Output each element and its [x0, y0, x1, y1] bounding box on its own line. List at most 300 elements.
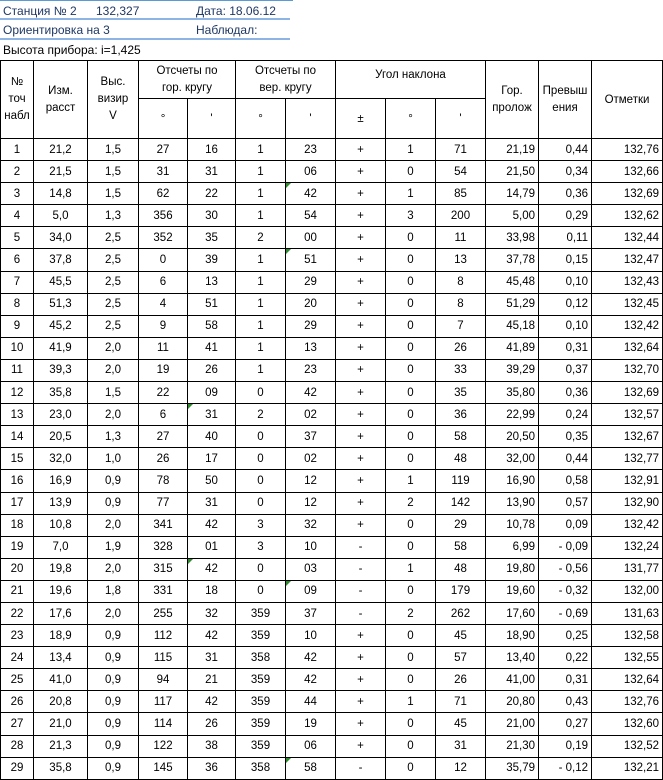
cell-point-no[interactable]: 8: [1, 293, 34, 315]
cell-measured-distance[interactable]: 23,0: [34, 404, 88, 426]
cell-horiz-distance[interactable]: 41,00: [486, 669, 539, 691]
cell-sight-height[interactable]: 0,9: [88, 492, 139, 514]
cell-horiz-distance[interactable]: 22,99: [486, 404, 539, 426]
cell-slope-deg[interactable]: 1: [386, 470, 436, 492]
cell-measured-distance[interactable]: 16,9: [34, 470, 88, 492]
cell-measured-distance[interactable]: 35,8: [34, 382, 88, 404]
cell-slope-sign[interactable]: -: [336, 757, 386, 779]
cell-slope-deg[interactable]: 0: [386, 271, 436, 293]
cell-measured-distance[interactable]: 17,6: [34, 602, 88, 624]
cell-horiz-distance[interactable]: 51,29: [486, 293, 539, 315]
cell-measured-distance[interactable]: 39,3: [34, 359, 88, 381]
cell-horiz-deg[interactable]: 352: [139, 227, 188, 249]
cell-horiz-distance[interactable]: 14,79: [486, 183, 539, 205]
cell-measured-distance[interactable]: 41,9: [34, 337, 88, 359]
col-header-vert-min[interactable]: ': [286, 99, 336, 139]
cell-sight-height[interactable]: 2,0: [88, 404, 139, 426]
cell-horiz-min[interactable]: 58: [188, 315, 236, 337]
cell-vert-deg[interactable]: 359: [236, 602, 286, 624]
cell-horiz-distance[interactable]: 20,50: [486, 426, 539, 448]
cell-slope-min[interactable]: 31: [436, 735, 486, 757]
cell-mark[interactable]: 132,58: [592, 625, 663, 647]
cell-slope-deg[interactable]: 0: [386, 536, 436, 558]
col-header-measured-distance[interactable]: Изм. расст: [34, 61, 88, 139]
cell-vert-min[interactable]: 02: [286, 404, 336, 426]
cell-horiz-min[interactable]: 32: [188, 602, 236, 624]
cell-vert-deg[interactable]: 359: [236, 691, 286, 713]
cell-slope-min[interactable]: 8: [436, 293, 486, 315]
cell-elevation-diff[interactable]: 0,36: [539, 382, 592, 404]
cell-elevation-diff[interactable]: 0,44: [539, 448, 592, 470]
date-label[interactable]: Дата: 18.06.12: [193, 0, 293, 20]
cell-slope-deg[interactable]: 0: [386, 757, 436, 779]
cell-vert-min[interactable]: 32: [286, 514, 336, 536]
cell-horiz-deg[interactable]: 19: [139, 359, 188, 381]
cell-vert-min[interactable]: 10: [286, 536, 336, 558]
cell-vert-min[interactable]: 12: [286, 470, 336, 492]
cell-sight-height[interactable]: 2,0: [88, 359, 139, 381]
cell-horiz-min[interactable]: 41: [188, 337, 236, 359]
cell-horiz-min[interactable]: 38: [188, 735, 236, 757]
cell-mark[interactable]: 132,90: [592, 492, 663, 514]
cell-slope-sign[interactable]: +: [336, 735, 386, 757]
cell-vert-min[interactable]: 54: [286, 205, 336, 227]
cell-measured-distance[interactable]: 21,5: [34, 161, 88, 183]
cell-mark[interactable]: 132,77: [592, 448, 663, 470]
cell-vert-deg[interactable]: 3: [236, 536, 286, 558]
cell-vert-min[interactable]: 42: [286, 382, 336, 404]
cell-sight-height[interactable]: 2,5: [88, 249, 139, 271]
cell-horiz-distance[interactable]: 20,80: [486, 691, 539, 713]
cell-measured-distance[interactable]: 13,9: [34, 492, 88, 514]
cell-horiz-distance[interactable]: 6,99: [486, 536, 539, 558]
cell-sight-height[interactable]: 0,9: [88, 470, 139, 492]
cell-point-no[interactable]: 18: [1, 514, 34, 536]
cell-vert-deg[interactable]: 358: [236, 757, 286, 779]
cell-point-no[interactable]: 12: [1, 382, 34, 404]
cell-sight-height[interactable]: 0,9: [88, 757, 139, 779]
cell-vert-deg[interactable]: 1: [236, 271, 286, 293]
cell-sight-height[interactable]: 2,0: [88, 337, 139, 359]
cell-vert-deg[interactable]: 1: [236, 139, 286, 161]
cell-horiz-distance[interactable]: 35,79: [486, 757, 539, 779]
cell-mark[interactable]: 132,57: [592, 404, 663, 426]
cell-slope-min[interactable]: 119: [436, 470, 486, 492]
cell-slope-sign[interactable]: +: [336, 514, 386, 536]
cell-measured-distance[interactable]: 45,5: [34, 271, 88, 293]
cell-horiz-deg[interactable]: 341: [139, 514, 188, 536]
cell-sight-height[interactable]: 1,5: [88, 161, 139, 183]
cell-slope-min[interactable]: 12: [436, 757, 486, 779]
cell-horiz-distance[interactable]: 33,98: [486, 227, 539, 249]
cell-point-no[interactable]: 20: [1, 558, 34, 580]
cell-mark[interactable]: 132,44: [592, 227, 663, 249]
cell-horiz-deg[interactable]: 255: [139, 602, 188, 624]
cell-measured-distance[interactable]: 20,8: [34, 691, 88, 713]
cell-horiz-min[interactable]: 51: [188, 293, 236, 315]
cell-slope-min[interactable]: 71: [436, 691, 486, 713]
cell-elevation-diff[interactable]: 0,58: [539, 470, 592, 492]
cell-elevation-diff[interactable]: 0,11: [539, 227, 592, 249]
cell-slope-sign[interactable]: +: [336, 205, 386, 227]
cell-slope-deg[interactable]: 1: [386, 558, 436, 580]
cell-slope-deg[interactable]: 0: [386, 382, 436, 404]
station-label[interactable]: Станция № 2: [0, 0, 93, 20]
cell-slope-deg[interactable]: 0: [386, 227, 436, 249]
cell-horiz-min[interactable]: 42: [188, 514, 236, 536]
cell-slope-min[interactable]: 33: [436, 359, 486, 381]
cell-measured-distance[interactable]: 51,3: [34, 293, 88, 315]
col-header-horiz-min[interactable]: ': [188, 99, 236, 139]
col-header-marks[interactable]: Отметки: [592, 61, 663, 139]
cell-slope-deg[interactable]: 0: [386, 161, 436, 183]
cell-vert-deg[interactable]: 0: [236, 426, 286, 448]
cell-horiz-min[interactable]: 42: [188, 558, 236, 580]
cell-point-no[interactable]: 10: [1, 337, 34, 359]
cell-sight-height[interactable]: 0,9: [88, 625, 139, 647]
cell-vert-deg[interactable]: 359: [236, 713, 286, 735]
cell-elevation-diff[interactable]: - 0,09: [539, 536, 592, 558]
cell-mark[interactable]: 132,43: [592, 271, 663, 293]
cell-slope-deg[interactable]: 0: [386, 669, 436, 691]
cell-vert-min[interactable]: 06: [286, 161, 336, 183]
cell-elevation-diff[interactable]: - 0,32: [539, 580, 592, 602]
cell-horiz-min[interactable]: 31: [188, 492, 236, 514]
cell-measured-distance[interactable]: 19,8: [34, 558, 88, 580]
cell-point-no[interactable]: 27: [1, 713, 34, 735]
cell-mark[interactable]: 132,00: [592, 580, 663, 602]
cell-slope-sign[interactable]: +: [336, 315, 386, 337]
cell-horiz-min[interactable]: 16: [188, 139, 236, 161]
cell-slope-deg[interactable]: 0: [386, 315, 436, 337]
cell-measured-distance[interactable]: 7,0: [34, 536, 88, 558]
cell-mark[interactable]: 132,21: [592, 757, 663, 779]
cell-horiz-min[interactable]: 18: [188, 580, 236, 602]
cell-elevation-diff[interactable]: 0,19: [539, 735, 592, 757]
cell-slope-min[interactable]: 179: [436, 580, 486, 602]
cell-horiz-min[interactable]: 31: [188, 647, 236, 669]
cell-horiz-min[interactable]: 40: [188, 426, 236, 448]
cell-slope-deg[interactable]: 0: [386, 426, 436, 448]
cell-vert-deg[interactable]: 2: [236, 227, 286, 249]
cell-slope-deg[interactable]: 2: [386, 492, 436, 514]
cell-elevation-diff[interactable]: 0,31: [539, 669, 592, 691]
cell-horiz-distance[interactable]: 13,90: [486, 492, 539, 514]
cell-horiz-min[interactable]: 42: [188, 691, 236, 713]
cell-point-no[interactable]: 22: [1, 602, 34, 624]
cell-point-no[interactable]: 24: [1, 647, 34, 669]
cell-horiz-min[interactable]: 36: [188, 757, 236, 779]
cell-vert-min[interactable]: 42: [286, 669, 336, 691]
cell-horiz-distance[interactable]: 10,78: [486, 514, 539, 536]
cell-slope-min[interactable]: 26: [436, 337, 486, 359]
cell-slope-sign[interactable]: +: [336, 271, 386, 293]
cell-measured-distance[interactable]: 45,2: [34, 315, 88, 337]
cell-vert-min[interactable]: 23: [286, 359, 336, 381]
cell-slope-deg[interactable]: 0: [386, 625, 436, 647]
cell-vert-deg[interactable]: 358: [236, 647, 286, 669]
cell-slope-sign[interactable]: -: [336, 558, 386, 580]
cell-point-no[interactable]: 5: [1, 227, 34, 249]
cell-horiz-min[interactable]: 42: [188, 625, 236, 647]
cell-slope-min[interactable]: 8: [436, 271, 486, 293]
cell-sight-height[interactable]: 0,9: [88, 669, 139, 691]
cell-horiz-deg[interactable]: 117: [139, 691, 188, 713]
cell-horiz-min[interactable]: 30: [188, 205, 236, 227]
cell-horiz-distance[interactable]: 21,00: [486, 713, 539, 735]
cell-slope-min[interactable]: 45: [436, 625, 486, 647]
cell-point-no[interactable]: 26: [1, 691, 34, 713]
cell-elevation-diff[interactable]: 0,22: [539, 647, 592, 669]
cell-horiz-distance[interactable]: 16,90: [486, 470, 539, 492]
cell-horiz-deg[interactable]: 115: [139, 647, 188, 669]
cell-measured-distance[interactable]: 19,6: [34, 580, 88, 602]
cell-point-no[interactable]: 25: [1, 669, 34, 691]
cell-elevation-diff[interactable]: 0,10: [539, 271, 592, 293]
cell-measured-distance[interactable]: 18,9: [34, 625, 88, 647]
cell-horiz-min[interactable]: 22: [188, 183, 236, 205]
cell-horiz-deg[interactable]: 331: [139, 580, 188, 602]
cell-elevation-diff[interactable]: 0,31: [539, 337, 592, 359]
cell-horiz-min[interactable]: 01: [188, 536, 236, 558]
cell-mark[interactable]: 131,77: [592, 558, 663, 580]
cell-point-no[interactable]: 1: [1, 139, 34, 161]
cell-sight-height[interactable]: 2,5: [88, 293, 139, 315]
cell-horiz-deg[interactable]: 31: [139, 161, 188, 183]
cell-horiz-distance[interactable]: 37,78: [486, 249, 539, 271]
cell-sight-height[interactable]: 2,5: [88, 315, 139, 337]
col-header-slope-min[interactable]: ': [436, 99, 486, 139]
cell-slope-min[interactable]: 26: [436, 669, 486, 691]
cell-sight-height[interactable]: 0,9: [88, 647, 139, 669]
cell-point-no[interactable]: 13: [1, 404, 34, 426]
cell-horiz-min[interactable]: 09: [188, 382, 236, 404]
cell-slope-min[interactable]: 54: [436, 161, 486, 183]
cell-horiz-deg[interactable]: 0: [139, 249, 188, 271]
cell-vert-deg[interactable]: 1: [236, 337, 286, 359]
cell-slope-sign[interactable]: +: [336, 669, 386, 691]
cell-point-no[interactable]: 6: [1, 249, 34, 271]
cell-point-no[interactable]: 9: [1, 315, 34, 337]
cell-elevation-diff[interactable]: 0,24: [539, 404, 592, 426]
cell-sight-height[interactable]: 1,5: [88, 139, 139, 161]
cell-elevation-diff[interactable]: 0,37: [539, 359, 592, 381]
cell-mark[interactable]: 132,45: [592, 293, 663, 315]
cell-horiz-distance[interactable]: 45,18: [486, 315, 539, 337]
cell-sight-height[interactable]: 2,5: [88, 271, 139, 293]
cell-slope-deg[interactable]: 2: [386, 602, 436, 624]
cell-slope-sign[interactable]: +: [336, 293, 386, 315]
cell-vert-min[interactable]: 37: [286, 602, 336, 624]
col-header-slope-angle[interactable]: Угол наклона: [336, 61, 486, 99]
cell-slope-deg[interactable]: 0: [386, 337, 436, 359]
cell-vert-deg[interactable]: 359: [236, 735, 286, 757]
cell-vert-deg[interactable]: 1: [236, 315, 286, 337]
col-header-horiz-deg[interactable]: °: [139, 99, 188, 139]
cell-sight-height[interactable]: 0,9: [88, 713, 139, 735]
cell-horiz-distance[interactable]: 45,48: [486, 271, 539, 293]
cell-point-no[interactable]: 19: [1, 536, 34, 558]
cell-slope-sign[interactable]: +: [336, 426, 386, 448]
cell-horiz-deg[interactable]: 94: [139, 669, 188, 691]
cell-slope-deg[interactable]: 0: [386, 514, 436, 536]
cell-slope-min[interactable]: 7: [436, 315, 486, 337]
cell-sight-height[interactable]: 1,5: [88, 382, 139, 404]
cell-slope-sign[interactable]: -: [336, 536, 386, 558]
cell-slope-deg[interactable]: 1: [386, 183, 436, 205]
cell-slope-sign[interactable]: +: [336, 404, 386, 426]
orientation-label[interactable]: Ориентировка на 3: [3, 23, 110, 37]
cell-horiz-distance[interactable]: 32,00: [486, 448, 539, 470]
cell-horiz-deg[interactable]: 6: [139, 404, 188, 426]
cell-horiz-min[interactable]: 21: [188, 669, 236, 691]
cell-slope-sign[interactable]: +: [336, 625, 386, 647]
cell-measured-distance[interactable]: 13,4: [34, 647, 88, 669]
cell-sight-height[interactable]: 2,5: [88, 227, 139, 249]
cell-slope-sign[interactable]: +: [336, 691, 386, 713]
cell-measured-distance[interactable]: 32,0: [34, 448, 88, 470]
cell-point-no[interactable]: 28: [1, 735, 34, 757]
cell-vert-min[interactable]: 58: [286, 757, 336, 779]
cell-slope-sign[interactable]: +: [336, 448, 386, 470]
cell-horiz-min[interactable]: 39: [188, 249, 236, 271]
cell-horiz-distance[interactable]: 41,89: [486, 337, 539, 359]
cell-elevation-diff[interactable]: 0,25: [539, 625, 592, 647]
cell-slope-sign[interactable]: +: [336, 183, 386, 205]
cell-vert-min[interactable]: 51: [286, 249, 336, 271]
cell-elevation-diff[interactable]: - 0,56: [539, 558, 592, 580]
cell-vert-deg[interactable]: 0: [236, 492, 286, 514]
cell-mark[interactable]: 132,67: [592, 426, 663, 448]
cell-horiz-deg[interactable]: 78: [139, 470, 188, 492]
cell-vert-min[interactable]: 09: [286, 580, 336, 602]
cell-sight-height[interactable]: 0,9: [88, 691, 139, 713]
cell-horiz-distance[interactable]: 39,29: [486, 359, 539, 381]
cell-vert-min[interactable]: 44: [286, 691, 336, 713]
cell-mark[interactable]: 132,47: [592, 249, 663, 271]
cell-point-no[interactable]: 21: [1, 580, 34, 602]
col-header-slope-deg[interactable]: °: [386, 99, 436, 139]
cell-horiz-deg[interactable]: 77: [139, 492, 188, 514]
cell-measured-distance[interactable]: 21,3: [34, 735, 88, 757]
cell-slope-deg[interactable]: 0: [386, 713, 436, 735]
cell-horiz-deg[interactable]: 22: [139, 382, 188, 404]
cell-sight-height[interactable]: 1,8: [88, 580, 139, 602]
cell-slope-min[interactable]: 262: [436, 602, 486, 624]
cell-slope-deg[interactable]: 0: [386, 293, 436, 315]
cell-slope-min[interactable]: 48: [436, 448, 486, 470]
cell-mark[interactable]: 132,52: [592, 735, 663, 757]
cell-horiz-deg[interactable]: 11: [139, 337, 188, 359]
cell-measured-distance[interactable]: 34,0: [34, 227, 88, 249]
cell-slope-sign[interactable]: -: [336, 580, 386, 602]
station-value[interactable]: 132,327: [93, 0, 193, 20]
cell-measured-distance[interactable]: 35,8: [34, 757, 88, 779]
cell-horiz-deg[interactable]: 4: [139, 293, 188, 315]
cell-mark[interactable]: 132,42: [592, 514, 663, 536]
cell-vert-deg[interactable]: 359: [236, 669, 286, 691]
cell-vert-min[interactable]: 06: [286, 735, 336, 757]
cell-slope-sign[interactable]: +: [336, 492, 386, 514]
cell-measured-distance[interactable]: 20,5: [34, 426, 88, 448]
cell-mark[interactable]: 132,24: [592, 536, 663, 558]
cell-elevation-diff[interactable]: 0,09: [539, 514, 592, 536]
cell-slope-sign[interactable]: +: [336, 227, 386, 249]
col-header-slope-sign[interactable]: ±: [336, 99, 386, 139]
cell-slope-deg[interactable]: 0: [386, 580, 436, 602]
cell-measured-distance[interactable]: 21,0: [34, 713, 88, 735]
cell-measured-distance[interactable]: 5,0: [34, 205, 88, 227]
cell-measured-distance[interactable]: 21,2: [34, 139, 88, 161]
cell-sight-height[interactable]: 2,0: [88, 514, 139, 536]
cell-slope-min[interactable]: 200: [436, 205, 486, 227]
cell-slope-sign[interactable]: +: [336, 359, 386, 381]
cell-mark[interactable]: 132,69: [592, 382, 663, 404]
cell-horiz-min[interactable]: 13: [188, 271, 236, 293]
cell-slope-sign[interactable]: +: [336, 647, 386, 669]
cell-mark[interactable]: 132,42: [592, 315, 663, 337]
cell-sight-height[interactable]: 1,3: [88, 205, 139, 227]
cell-point-no[interactable]: 3: [1, 183, 34, 205]
cell-point-no[interactable]: 23: [1, 625, 34, 647]
cell-vert-min[interactable]: 02: [286, 448, 336, 470]
cell-horiz-min[interactable]: 50: [188, 470, 236, 492]
cell-horiz-min[interactable]: 26: [188, 359, 236, 381]
cell-vert-min[interactable]: 42: [286, 183, 336, 205]
cell-horiz-deg[interactable]: 6: [139, 271, 188, 293]
col-header-horiz-distance[interactable]: Гор. пролож: [486, 61, 539, 139]
cell-mark[interactable]: 132,66: [592, 161, 663, 183]
cell-slope-sign[interactable]: +: [336, 713, 386, 735]
cell-vert-min[interactable]: 23: [286, 139, 336, 161]
cell-point-no[interactable]: 7: [1, 271, 34, 293]
col-header-elevation-diff[interactable]: Превыш ения: [539, 61, 592, 139]
cell-slope-min[interactable]: 13: [436, 249, 486, 271]
cell-elevation-diff[interactable]: - 0,12: [539, 757, 592, 779]
cell-vert-min[interactable]: 12: [286, 492, 336, 514]
cell-horiz-deg[interactable]: 145: [139, 757, 188, 779]
cell-horiz-distance[interactable]: 17,60: [486, 602, 539, 624]
cell-sight-height[interactable]: 0,9: [88, 735, 139, 757]
cell-point-no[interactable]: 29: [1, 757, 34, 779]
cell-measured-distance[interactable]: 41,0: [34, 669, 88, 691]
cell-slope-min[interactable]: 45: [436, 713, 486, 735]
cell-horiz-min[interactable]: 35: [188, 227, 236, 249]
cell-horiz-distance[interactable]: 13,40: [486, 647, 539, 669]
cell-vert-deg[interactable]: 3: [236, 514, 286, 536]
cell-horiz-min[interactable]: 26: [188, 713, 236, 735]
cell-horiz-distance[interactable]: 5,00: [486, 205, 539, 227]
cell-point-no[interactable]: 11: [1, 359, 34, 381]
cell-sight-height[interactable]: 1,5: [88, 183, 139, 205]
cell-vert-deg[interactable]: 1: [236, 183, 286, 205]
cell-slope-deg[interactable]: 0: [386, 359, 436, 381]
cell-slope-min[interactable]: 35: [436, 382, 486, 404]
cell-vert-min[interactable]: 20: [286, 293, 336, 315]
cell-mark[interactable]: 132,76: [592, 691, 663, 713]
cell-slope-min[interactable]: 36: [436, 404, 486, 426]
cell-elevation-diff[interactable]: 0,12: [539, 293, 592, 315]
cell-vert-min[interactable]: 37: [286, 426, 336, 448]
cell-mark[interactable]: 132,55: [592, 647, 663, 669]
cell-elevation-diff[interactable]: 0,36: [539, 183, 592, 205]
cell-slope-sign[interactable]: -: [336, 602, 386, 624]
cell-slope-deg[interactable]: 0: [386, 249, 436, 271]
cell-vert-deg[interactable]: 0: [236, 558, 286, 580]
cell-horiz-min[interactable]: 17: [188, 448, 236, 470]
cell-measured-distance[interactable]: 37,8: [34, 249, 88, 271]
cell-vert-deg[interactable]: 1: [236, 161, 286, 183]
